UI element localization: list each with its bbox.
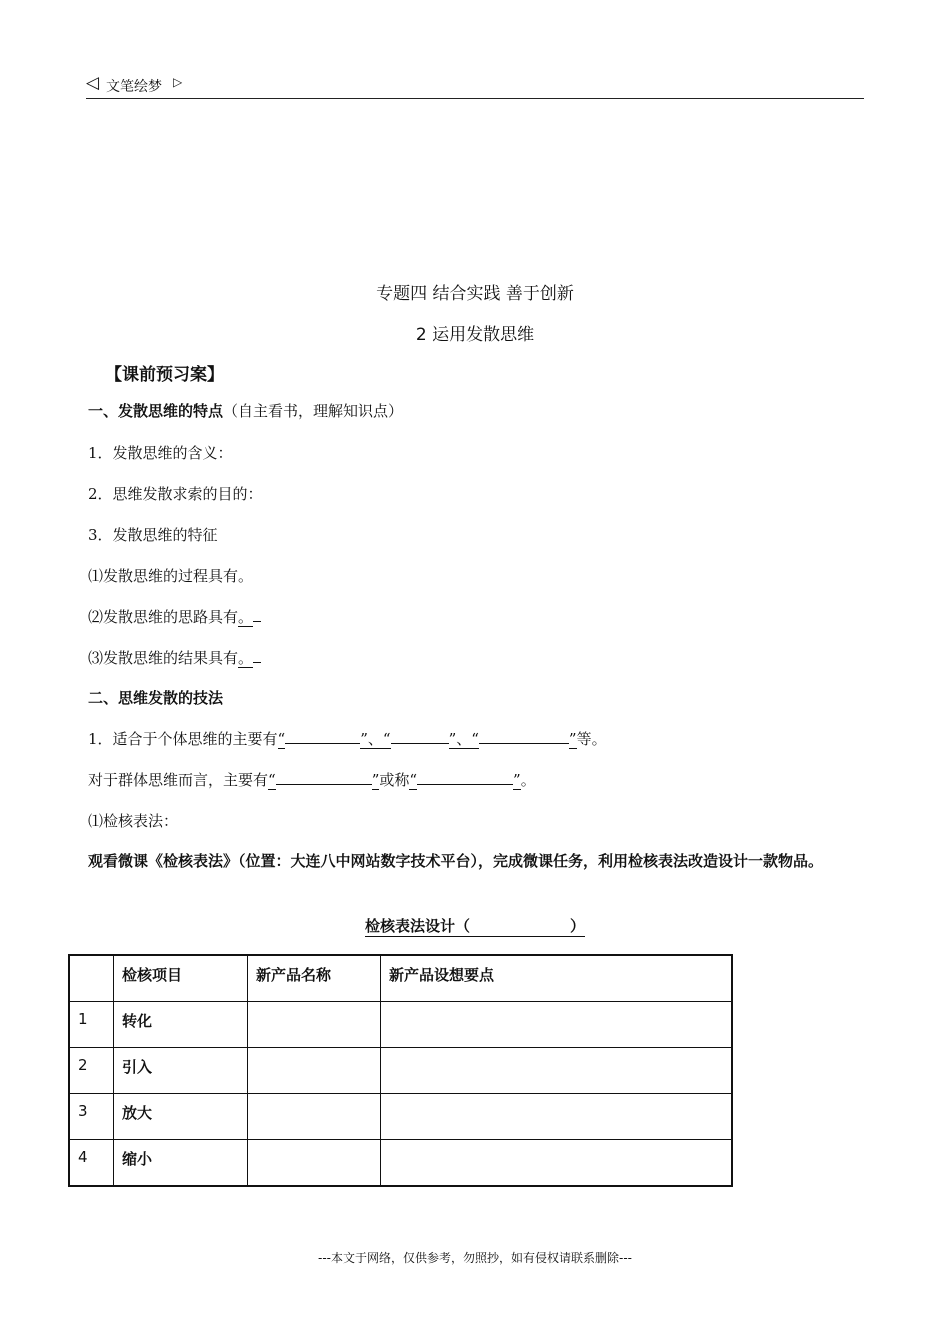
row-name-cell[interactable]: [248, 1140, 381, 1187]
section2-q2-or: 或称: [379, 771, 410, 789]
row-name-cell[interactable]: [248, 1048, 381, 1094]
quote-sep: ”、“: [448, 730, 479, 748]
section2-heading: 二、思维发散的技法: [88, 689, 224, 707]
section2-q2-prefix: 对于群体思维而言，主要有: [88, 771, 269, 789]
row-item: 放大: [114, 1094, 248, 1140]
page-subtitle: 2 运用发散思维: [415, 325, 535, 345]
section2-q1-suffix: 等。: [576, 730, 607, 748]
answer-blank[interactable]: [253, 607, 261, 622]
section1-note: （自主看书，理解知识点）: [223, 402, 404, 420]
section1-heading: 一、发散思维的特点: [88, 402, 224, 420]
header-cell-item: 检核项目: [114, 955, 248, 1002]
row-number: 1: [69, 1002, 114, 1048]
table-title-prefix: 检核表法设计（: [364, 917, 470, 935]
prep-heading: 【课前预习案】: [105, 365, 224, 385]
answer-blank[interactable]: [417, 770, 513, 785]
check-table: [68, 954, 733, 1187]
quote-open: “: [409, 771, 418, 789]
section1-sub3: ⑶发散思维的结果具有: [88, 649, 239, 667]
row-item: 缩小: [114, 1140, 248, 1187]
answer-blank[interactable]: [253, 648, 261, 663]
page-title: 专题四 结合实践 善于创新: [376, 284, 574, 304]
header-cell-name: 新产品名称: [248, 955, 381, 1002]
quote-open: “: [268, 771, 276, 789]
section2-method1: ⑴检核表法：: [88, 812, 179, 830]
row-item: 引入: [114, 1048, 248, 1094]
row-points-cell[interactable]: [381, 1048, 733, 1094]
row-number: 4: [69, 1140, 114, 1187]
quote-sep: ”、“: [360, 730, 391, 748]
section1-q3: 3．发散思维的特征: [88, 526, 218, 544]
header-rule: [86, 70, 864, 99]
table-row: [69, 1140, 732, 1187]
section2-q2-suffix: 。: [520, 771, 536, 789]
row-points-cell[interactable]: [381, 1002, 733, 1048]
answer-blank[interactable]: [285, 729, 360, 744]
answer-blank[interactable]: [276, 770, 372, 785]
footer-disclaimer: ---本文于网络，仅供参考，勿照抄，如有侵权请联系删除---: [318, 1251, 632, 1265]
triangle-left-icon: ◁: [86, 73, 100, 93]
table-title-suffix: ）: [570, 917, 586, 935]
section1-q2: 2．思维发散求索的目的：: [88, 485, 263, 503]
answer-blank[interactable]: [391, 729, 449, 744]
row-name-cell[interactable]: [248, 1002, 381, 1048]
table-title-underline: [365, 917, 585, 937]
row-number: 3: [69, 1094, 114, 1140]
section2-q1-prefix: 1．适合于个体思维的主要有: [88, 730, 278, 748]
row-item: 转化: [114, 1002, 248, 1048]
quote-open: “: [277, 730, 286, 748]
answer-blank[interactable]: [479, 729, 569, 744]
row-name-cell[interactable]: [248, 1094, 381, 1140]
section1-q1: 1．发散思维的含义：: [88, 444, 233, 462]
section2-q1-line: [88, 728, 607, 749]
section2-q2-line: [88, 769, 536, 790]
table-title: [0, 915, 950, 936]
quote-close: ”: [371, 771, 380, 789]
section1-sub1: ⑴发散思维的过程具有。: [88, 567, 254, 585]
section1-sub3-end: 。: [238, 649, 254, 667]
row-points-cell[interactable]: [381, 1140, 733, 1187]
row-number: 2: [69, 1048, 114, 1094]
section1-sub2: ⑵发散思维的思路具有: [88, 608, 239, 626]
table-row: [69, 1048, 732, 1094]
header-cell-num: [69, 955, 114, 1002]
triangle-right-icon: ▷: [173, 75, 183, 89]
row-points-cell[interactable]: [381, 1094, 733, 1140]
section1-sub3-line: [88, 647, 261, 668]
header-cell-points: 新产品设想要点: [381, 955, 733, 1002]
section1-heading-line: [88, 400, 403, 421]
task-instructions: 观看微课《检核表法》（位置：大连八中网站数字技术平台），完成微课任务，利用检核表法改造设计一款物品。: [88, 852, 824, 870]
quote-close: ”: [568, 730, 577, 748]
table-row: [69, 1002, 732, 1048]
table-header-row: [69, 955, 732, 1002]
table-row: [69, 1094, 732, 1140]
section1-sub2-line: [88, 606, 261, 627]
quote-close: ”: [513, 771, 521, 789]
header-brand: 文笔绘梦: [106, 79, 162, 95]
section1-sub2-end: 。: [238, 608, 254, 626]
